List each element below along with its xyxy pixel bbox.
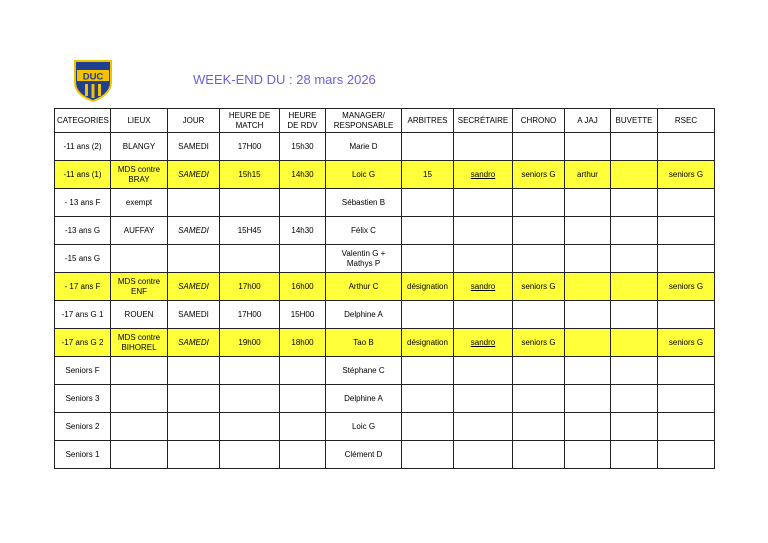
table-cell	[658, 245, 715, 273]
table-cell	[402, 301, 454, 329]
table-cell	[611, 245, 658, 273]
table-cell	[565, 217, 611, 245]
table-cell	[168, 357, 220, 385]
column-header: MANAGER/ RESPONSABLE	[326, 109, 402, 133]
table-row	[55, 273, 715, 301]
table-cell: Loic G	[326, 413, 402, 441]
table-header-row	[55, 109, 715, 133]
table-cell	[565, 441, 611, 469]
table-cell	[402, 245, 454, 273]
table-cell	[611, 357, 658, 385]
table-cell: 15h30	[280, 133, 326, 161]
table-cell: -11 ans (2)	[55, 133, 111, 161]
table-cell: 17H00	[220, 301, 280, 329]
table-row	[55, 357, 715, 385]
table-cell	[280, 385, 326, 413]
table-cell: 18h00	[280, 329, 326, 357]
table-cell	[168, 413, 220, 441]
table-cell	[168, 245, 220, 273]
table-cell: Marie D	[326, 133, 402, 161]
page-title: WEEK-END DU : 28 mars 2026	[193, 72, 376, 87]
table-cell: 15h15	[220, 161, 280, 189]
table-cell	[658, 133, 715, 161]
table-cell: SAMEDI	[168, 329, 220, 357]
table-cell	[611, 273, 658, 301]
table-cell	[402, 217, 454, 245]
table-cell	[454, 357, 513, 385]
table-cell	[513, 189, 565, 217]
table-cell: -11 ans (1)	[55, 161, 111, 189]
table-cell	[513, 357, 565, 385]
column-header: RSEC	[658, 109, 715, 133]
table-cell	[454, 217, 513, 245]
table-cell: Delphine A	[326, 385, 402, 413]
table-cell	[280, 441, 326, 469]
table-body	[55, 133, 715, 469]
column-header: CATEGORIES	[55, 109, 111, 133]
table-cell: -17 ans G 2	[55, 329, 111, 357]
table-cell	[220, 413, 280, 441]
table-cell	[513, 301, 565, 329]
column-header: LIEUX	[111, 109, 168, 133]
table-cell: sandro	[454, 329, 513, 357]
table-cell: désignation	[402, 329, 454, 357]
club-logo	[72, 58, 114, 102]
table-cell	[565, 273, 611, 301]
column-header: HEURE DE RDV	[280, 109, 326, 133]
table-cell: ROUEN	[111, 301, 168, 329]
table-cell	[454, 133, 513, 161]
table-cell	[658, 441, 715, 469]
table-cell	[565, 385, 611, 413]
table-row	[55, 245, 715, 273]
table-cell	[565, 357, 611, 385]
table-cell	[454, 385, 513, 413]
table-cell	[513, 441, 565, 469]
table-cell: seniors G	[513, 161, 565, 189]
column-header: A JAJ	[565, 109, 611, 133]
table-cell	[111, 357, 168, 385]
table-cell: MDS contre ENF	[111, 273, 168, 301]
table-cell	[611, 413, 658, 441]
table-cell	[611, 161, 658, 189]
table-cell	[402, 441, 454, 469]
table-row	[55, 217, 715, 245]
table-cell: - 17 ans F	[55, 273, 111, 301]
table-cell: Tao B	[326, 329, 402, 357]
table-cell	[454, 189, 513, 217]
logo-text: DUC	[82, 71, 104, 83]
table-cell: 19h00	[220, 329, 280, 357]
table-cell: BLANGY	[111, 133, 168, 161]
table-cell: 15	[402, 161, 454, 189]
table-cell: Valentin G + Mathys P	[326, 245, 402, 273]
table-cell	[658, 357, 715, 385]
table-row	[55, 413, 715, 441]
table-cell	[513, 245, 565, 273]
table-cell	[513, 413, 565, 441]
table-cell	[513, 133, 565, 161]
table-cell: -13 ans G	[55, 217, 111, 245]
table-cell: Seniors 1	[55, 441, 111, 469]
table-cell	[280, 189, 326, 217]
table-cell: 17H00	[220, 133, 280, 161]
table-cell	[454, 245, 513, 273]
table-cell: seniors G	[513, 273, 565, 301]
table-cell	[658, 189, 715, 217]
table-row	[55, 441, 715, 469]
table-cell	[611, 301, 658, 329]
table-row	[55, 189, 715, 217]
table-cell	[111, 385, 168, 413]
table-cell: Seniors 2	[55, 413, 111, 441]
table-cell	[454, 301, 513, 329]
table-cell	[402, 133, 454, 161]
table-cell	[220, 441, 280, 469]
table-cell	[513, 217, 565, 245]
table-cell: MDS contre BRAY	[111, 161, 168, 189]
schedule-table	[54, 108, 715, 469]
table-cell: arthur	[565, 161, 611, 189]
table-cell: SAMEDI	[168, 273, 220, 301]
table-cell: MDS contre BIHOREL	[111, 329, 168, 357]
table-cell	[454, 413, 513, 441]
table-cell: Seniors F	[55, 357, 111, 385]
column-header: BUVETTE	[611, 109, 658, 133]
table-cell: Sébastien B	[326, 189, 402, 217]
table-cell	[280, 413, 326, 441]
table-cell: 17h00	[220, 273, 280, 301]
table-cell	[658, 413, 715, 441]
table-cell	[611, 329, 658, 357]
table-cell: 14h30	[280, 217, 326, 245]
column-header: CHRONO	[513, 109, 565, 133]
table-cell	[220, 245, 280, 273]
column-header: HEURE DE MATCH	[220, 109, 280, 133]
table-cell	[611, 133, 658, 161]
table-cell: 15H00	[280, 301, 326, 329]
table-cell: Delphine A	[326, 301, 402, 329]
table-cell: sandro	[454, 273, 513, 301]
table-cell: Clément D	[326, 441, 402, 469]
table-cell	[513, 385, 565, 413]
table-cell	[611, 441, 658, 469]
table-cell: -15 ans G	[55, 245, 111, 273]
table-cell	[168, 189, 220, 217]
table-cell: seniors G	[658, 161, 715, 189]
table-cell	[220, 189, 280, 217]
table-cell	[658, 385, 715, 413]
column-header: JOUR	[168, 109, 220, 133]
table-cell: -17 ans G 1	[55, 301, 111, 329]
table-cell: 15H45	[220, 217, 280, 245]
table-row	[55, 133, 715, 161]
table-cell	[565, 301, 611, 329]
table-cell	[220, 385, 280, 413]
table-row	[55, 385, 715, 413]
table-cell	[280, 245, 326, 273]
table-cell: désignation	[402, 273, 454, 301]
table-cell: seniors G	[658, 329, 715, 357]
table-cell	[402, 189, 454, 217]
table-cell	[168, 385, 220, 413]
table-cell	[611, 189, 658, 217]
table-cell	[565, 413, 611, 441]
table-cell: Stéphane C	[326, 357, 402, 385]
table-cell: SAMEDI	[168, 133, 220, 161]
table-cell	[658, 301, 715, 329]
table-cell: exempt	[111, 189, 168, 217]
table-cell: sandro	[454, 161, 513, 189]
column-header: SECRÉTAIRE	[454, 109, 513, 133]
table-cell: 14h30	[280, 161, 326, 189]
table-cell: - 13 ans F	[55, 189, 111, 217]
table-cell: Seniors 3	[55, 385, 111, 413]
table-row	[55, 329, 715, 357]
table-cell	[658, 217, 715, 245]
table-cell	[402, 357, 454, 385]
table-cell: Félix C	[326, 217, 402, 245]
table-cell	[611, 217, 658, 245]
table-row	[55, 301, 715, 329]
column-header: ARBITRES	[402, 109, 454, 133]
table-cell	[565, 245, 611, 273]
table-cell	[611, 385, 658, 413]
table-row	[55, 161, 715, 189]
table-cell	[111, 441, 168, 469]
table-cell: 16h00	[280, 273, 326, 301]
table-cell	[111, 413, 168, 441]
table-cell	[111, 245, 168, 273]
table-cell	[565, 329, 611, 357]
table-cell	[402, 385, 454, 413]
table-cell	[220, 357, 280, 385]
table-cell: seniors G	[658, 273, 715, 301]
table-cell	[280, 357, 326, 385]
table-cell: Arthur C	[326, 273, 402, 301]
table-cell	[402, 413, 454, 441]
table-cell: SAMEDI	[168, 301, 220, 329]
table-cell	[565, 189, 611, 217]
table-cell: AUFFAY	[111, 217, 168, 245]
table-cell	[565, 133, 611, 161]
table-cell	[168, 441, 220, 469]
table-cell: Loic G	[326, 161, 402, 189]
table-cell: SAMEDI	[168, 217, 220, 245]
table-cell	[454, 441, 513, 469]
table-cell: seniors G	[513, 329, 565, 357]
table-cell: SAMEDI	[168, 161, 220, 189]
